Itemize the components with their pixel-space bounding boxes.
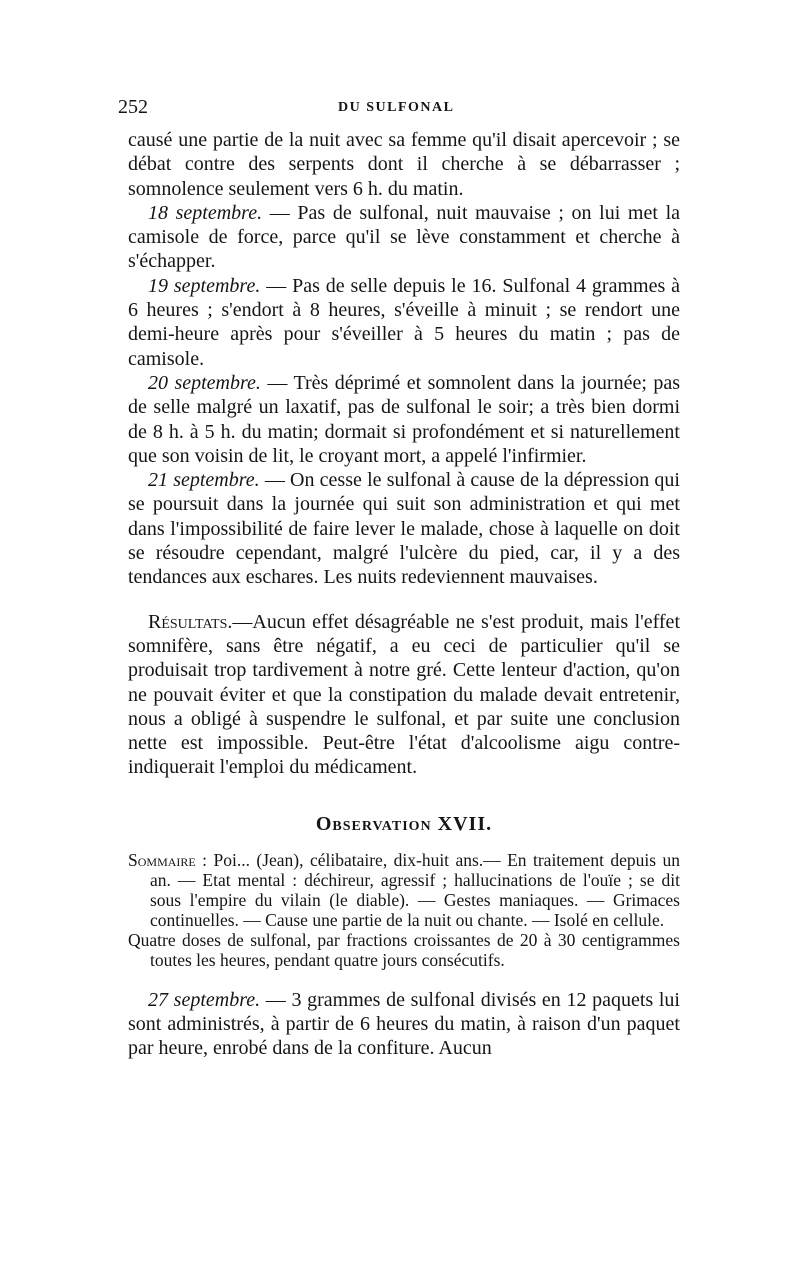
page-body (128, 128, 680, 1061)
summary-block (128, 850, 680, 970)
entry-date: 18 septembre. (148, 201, 263, 224)
summary-text: : Poi... (Jean), célibataire, dix-huit ans.— En traitement depuis un an. — Etat mental : déchireur, agressif ; hallucinations de l'ouïe ; se dit sous l'empire du vilain (le diable). — Gestes maniaques. — Grimaces continuelles. — Cause une partie de la nuit ou chante. — Isolé en cellule. (150, 849, 680, 930)
entry-text: — 3 grammes de sulfonal divisés en 12 paquets lui sont administrés, à partir de 6 heures du matin, à raison d'un paquet par heure, enrobé dans de la confiture. Aucun (128, 988, 680, 1060)
results-paragraph (128, 610, 680, 780)
entry-text: — Pas de selle depuis le 16. Sulfonal 4 grammes à 6 heures ; s'endort à 8 heures, s'éveille à minuit ; se rendort une demi-heure après pour s'éveiller à 5 heures du matin ; pas de camisole. (128, 274, 680, 370)
summary-text: Quatre doses de sulfonal, par fractions croissantes de 20 à 30 centigrammes toutes les heures, pendant quatre jours consécutifs. (128, 929, 680, 970)
results-text: —Aucun effet désagréable ne s'est produit, mais l'effet somnifère, sans être négatif, a eu ceci de particulier qu'il se produisait trop tardivement à notre gré. Cette lenteur d'action, qu'on ne pouvait éviter et que la constipation du malade devait entretenir, nous a obligé à suspendre le sulfonal, et par suite une conclusion nette est impossible. Peut-être l'état d'alcoolisme aigu contre-indiquerait l'emploi du médicament. (128, 610, 680, 779)
summary-item (128, 850, 680, 930)
results-label: Résultats. (148, 610, 233, 633)
entry-text: — Très déprimé et somnolent dans la journée; pas de selle malgré un laxatif, pas de sulfonal le soir; a très bien dormi de 8 h. à 5 h. du matin; dormait si profondément et si naturellement que son voisin de lit, le croyant mort, a appelé l'infirmier. (128, 371, 680, 467)
paragraph-text: causé une partie de la nuit avec sa femme qu'il disait apercevoir ; se débat contre des serpents dont il cherche à se débarrasser ; somnolence seulement vers 6 h. du matin. (128, 129, 680, 200)
entry-text: — On cesse le sulfonal à cause de la dépression qui se poursuit dans la journée qui suit son administration et qui met dans l'impossibilité de faire lever le malade, chose à laquelle on doit se résoudre cependant, malgré l'ulcère du pied, car, il y a des tendances aux eschares. Les nuits redeviennent mauvaises. (128, 469, 680, 589)
entry-date: 19 septembre. (148, 274, 261, 297)
entry-20-septembre (128, 371, 680, 468)
running-title: DU SULFONAL (338, 100, 455, 115)
paragraph-continuation (128, 128, 680, 201)
entry-date: 27 septembre. (148, 988, 261, 1011)
entry-19-septembre (128, 274, 680, 371)
entry-27-septembre (128, 988, 680, 1061)
page-number: 252 (118, 96, 148, 118)
entry-date: 21 septembre. (148, 469, 260, 492)
observation-title: Observation XVII. (315, 812, 493, 835)
page-header (118, 96, 678, 126)
summary-label: Sommaire (128, 849, 196, 870)
entry-21-septembre (128, 468, 680, 589)
entry-date: 20 septembre. (148, 371, 261, 394)
entry-text: — Pas de sulfonal, nuit mauvaise ; on lui met la camisole de force, parce qu'il se lève constamment et cherche à s'échapper. (128, 201, 680, 273)
summary-item (128, 930, 680, 970)
entry-18-septembre (128, 201, 680, 274)
